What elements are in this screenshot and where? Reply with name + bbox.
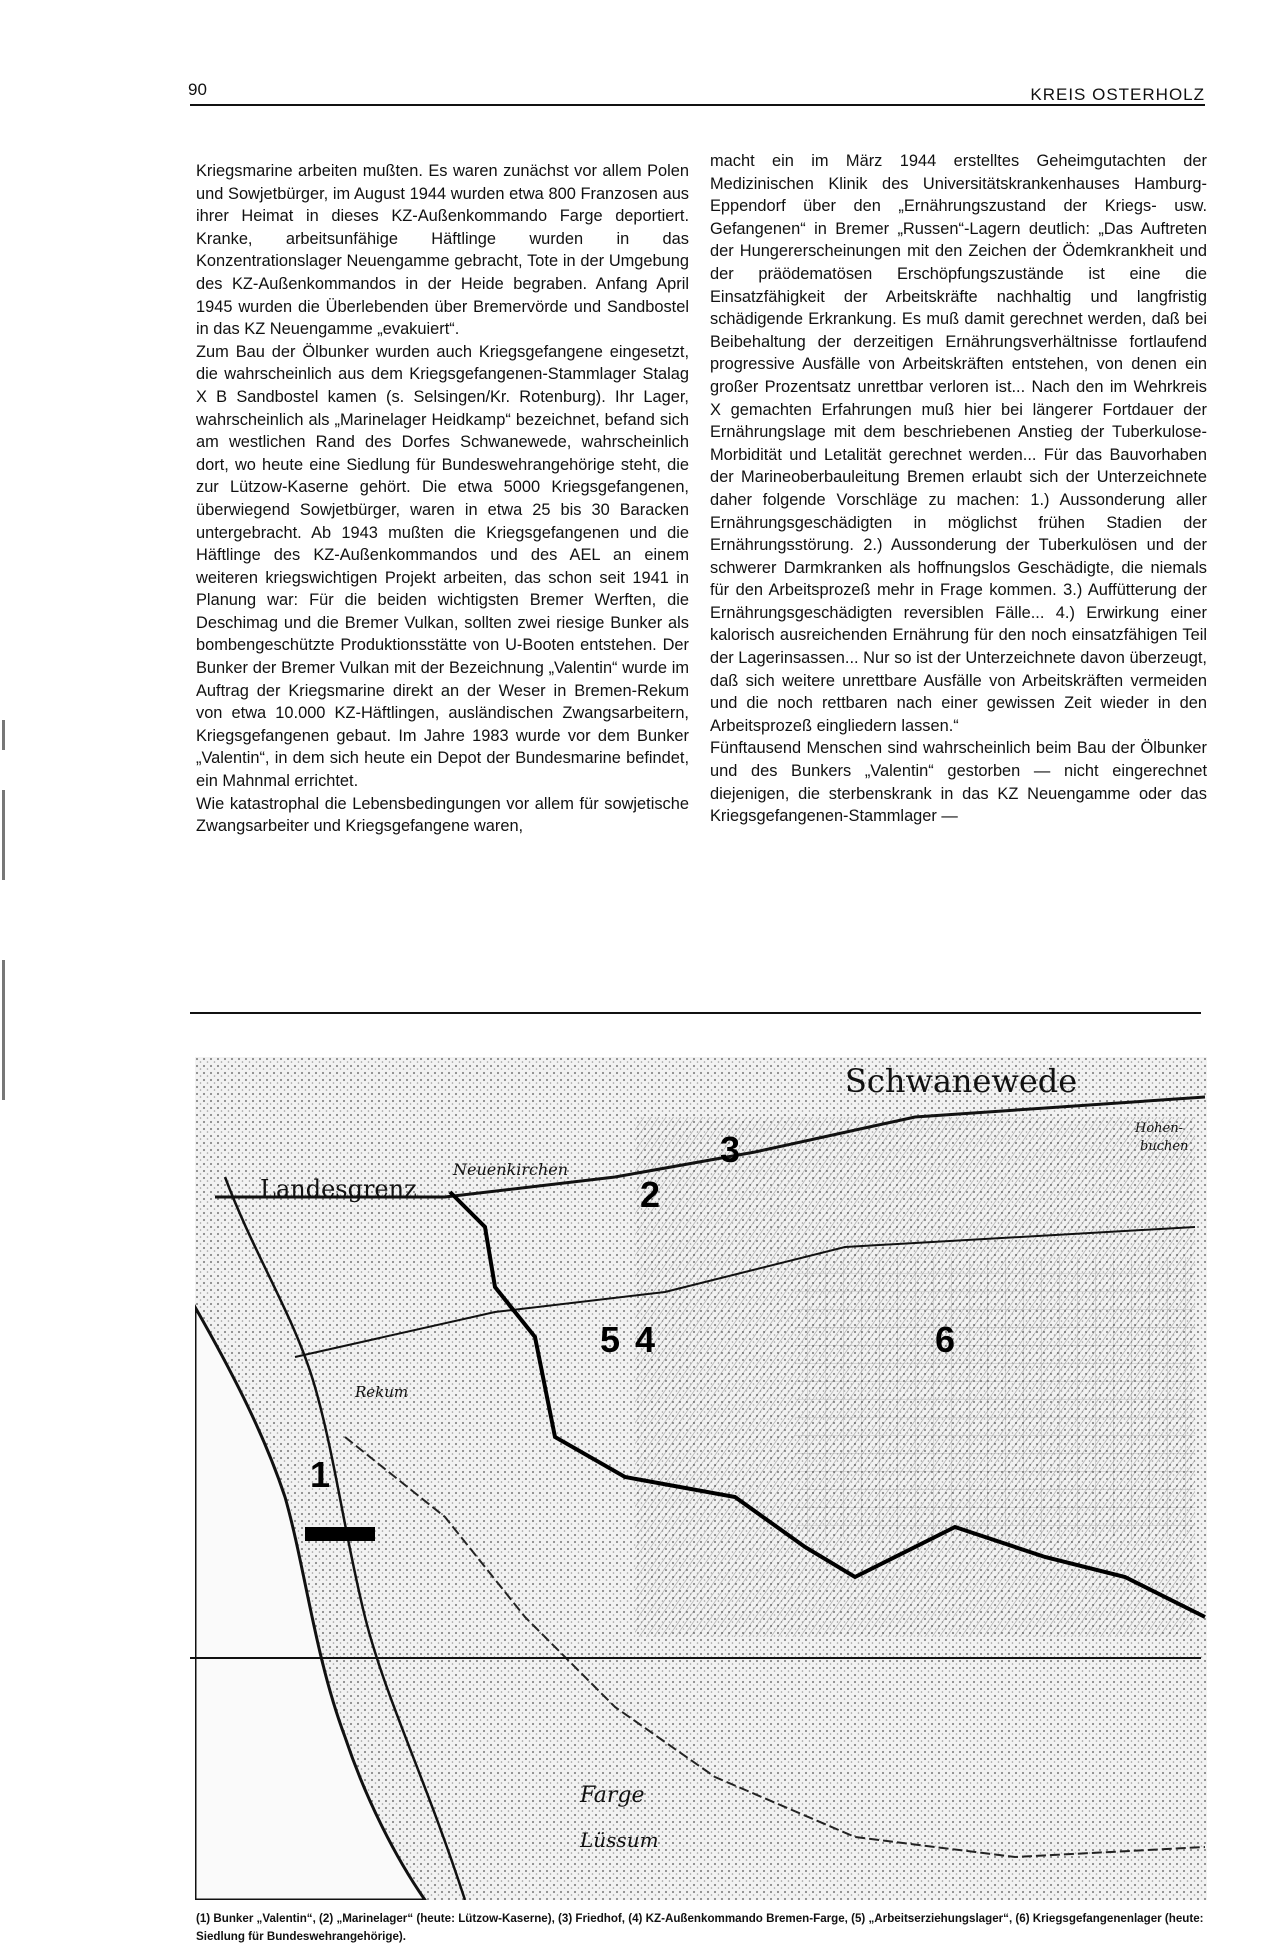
scan-edge-mark xyxy=(2,960,5,1100)
topographic-map xyxy=(195,1057,1207,1900)
map-label-hohen: Hohen- xyxy=(1135,1121,1183,1136)
paragraph: macht ein im März 1944 erstelltes Geheimgutachten der Medizinischen Klinik des Universitätskrankenhauses Hamburg-Eppendorf über den „Ernährungszustand der Kriegs- usw. Gefangenen“ in Bremer „Russen“-Lagern deutlich: „Das Auftreten der Hungererscheinungen mit den Zeichen der Ödemkrankheit und der präödematösen Erschöpfungszustände ist eine die Einsatzfähigkeit der Arbeitskräfte nachhaltig und langfristig schädigende Erkrankung. Es muß damit gerechnet werden, daß bei Beibehaltung der derzeitigen Ernährungsverhältnisse fortlaufend progressive Ausfälle von Arbeitskräften entstehen, von denen ein großer Prozentsatz unrettbar verloren ist... Nach den im Wehrkreis X gemachten Erfahrungen muß hier bei längerer Fortdauer der Ernährungslage mit dem beschriebenen Anstieg der Tuberkulose-Morbidität und Letalität gerechnet werden... Für das Bauvorhaben der Marineoberbauleitung Bremen erlaubt sich der Unterzeichnete daher folgende Vorschläge zu machen: 1.) Aussonderung aller Ernährungsgeschädigten in möglichst frühen Stadien der Ernährungsstörung. 2.) Aussonderung der Tuberkulösen und der schwerer Darmkranken als hoffnungslos Geschädigte, die niemals für den Arbeitsprozeß mehr in Frage kommen. 3.) Auffütterung der Ernährungsgeschädigten reversiblen Fälle... 4.) Erwirkung einer kalorisch ausreichenden Ernährung für den noch einsatzfähigen Teil der Lagerinsassen... Nur so ist der Unterzeichnete davon überzeugt, daß sich weitere unrettbare Ausfälle von Arbeitskräften vermeiden und die noch rettbaren nach einer gewissen Zeit wieder in den Arbeitsprozeß eingliedern lassen.“ xyxy=(710,152,1207,735)
paragraph: Zum Bau der Ölbunker wurden auch Kriegsgefangene eingesetzt, die wahrscheinlich aus dem Kriegsgefangenen-Stammlager Stalag X B Sandbostel kamen (s. Selsingen/Kr. Rotenburg). Ihr Lager, wahrscheinlich als „Marinelager Heidkamp“ bezeichnet, befand sich am westlichen Rand des Dorfes Schwanewede, wahrscheinlich dort, wo heute eine Siedlung für Bundeswehrangehörige steht, die zur Lützow-Kaserne gehört. Die etwa 5000 Kriegsgefangenen, überwiegend Sowjetbürger, waren in etwa 25 bis 30 Baracken untergebracht. Ab 1943 mußten die Kriegsgefangenen und die Häftlinge des KZ-Außenkommandos und des AEL an einem weiteren kriegswichtigen Projekt arbeiten, das schon seit 1941 in Planung war: Für die beiden wichtigsten Bremer Werften, die Deschimag und die Bremer Vulkan, sollten zwei riesige Bunker als bombengeschützte Produktionsstätte von U-Booten entstehen. Der Bunker der Bremer Vulkan mit der Bezeichnung „Valentin“ wurde im Auftrag der Kriegsmarine direkt an der Weser in Bremen-Rekum von etwa 10.000 KZ-Häftlingen, ausländischen Zwangsarbeitern, Kriegsgefangenen gebaut. Im Jahre 1983 wurde vor dem Bunker „Valentin“, in dem sich heute ein Depot der Bundesmarine befindet, ein Mahnmal errichtet. xyxy=(196,342,689,791)
map-marker-4: 4 xyxy=(635,1319,656,1360)
map-marker-5: 5 xyxy=(600,1319,621,1360)
paragraph: Wie katastrophal die Lebensbedingungen vor allem für sowjetische Zwangsarbeiter und Kriegsgefangene waren, xyxy=(196,794,689,836)
map-label-buchen: buchen xyxy=(1140,1139,1189,1154)
map-caption: (1) Bunker „Valentin“, (2) „Marinelager“ (heute: Lützow-Kaserne), (3) Friedhof, (4) KZ-Außenkommando Bremen-Farge, (5) „Arbeitserziehungslager“, (6) Kriegsgefangenenlager (heute: Siedlung für Bundeswehrangehörige). xyxy=(196,1912,1204,1943)
bunker-valentin-symbol xyxy=(305,1527,375,1541)
scan-edge-mark xyxy=(2,720,5,750)
map-marker-6: 6 xyxy=(935,1319,956,1360)
scan-edge-mark xyxy=(2,790,5,880)
paragraph: Fünftausend Menschen sind wahrscheinlich beim Bau der Ölbunker und des Bunkers „Valentin“ gestorben — nicht eingerechnet diejenigen, die sterbenskrank in das KZ Neuengamme oder das Kriegsgefangenen-Stammlager — xyxy=(710,739,1207,826)
paragraph: Kriegsmarine arbeiten mußten. Es waren zunächst vor allem Polen und Sowjetbürger, im August 1944 wurden etwa 800 Franzosen aus ihrer Heimat in dieses KZ-Außenkommando Farge deportiert. Kranke, arbeitsunfähige Häftlinge wurden in das Konzentrationslager Neuengamme gebracht, Tote in der Umgebung des KZ-Außenkommandos in der Heide begraben. Anfang April 1945 wurden die Überlebenden über Bremervörde und Sandbostel in das KZ Neuengamme „evakuiert“. xyxy=(196,162,689,339)
page-number: 90 xyxy=(188,80,207,99)
rule-below-caption xyxy=(190,1657,1201,1659)
map-label-schwanewede: Schwanewede xyxy=(845,1062,1078,1100)
map-marker-2: 2 xyxy=(640,1174,661,1215)
map-marker-1: 1 xyxy=(310,1454,331,1495)
map-marker-3: 3 xyxy=(720,1129,741,1170)
map-label-landesgrenz: Landesgrenz xyxy=(260,1175,417,1203)
map-label-luessum: Lüssum xyxy=(580,1828,659,1852)
header-rule xyxy=(190,104,1205,106)
map-label-neuenkirchen: Neuenkirchen xyxy=(453,1160,569,1179)
running-head: KREIS OSTERHOLZ xyxy=(1030,85,1205,104)
map-settlement-grid xyxy=(795,1257,1195,1537)
rule-above-map xyxy=(190,1012,1201,1014)
right-text-column xyxy=(710,150,1207,828)
map-label-farge: Farge xyxy=(580,1783,645,1808)
left-text-column xyxy=(196,160,689,838)
map-label-rekum: Rekum xyxy=(355,1383,409,1401)
